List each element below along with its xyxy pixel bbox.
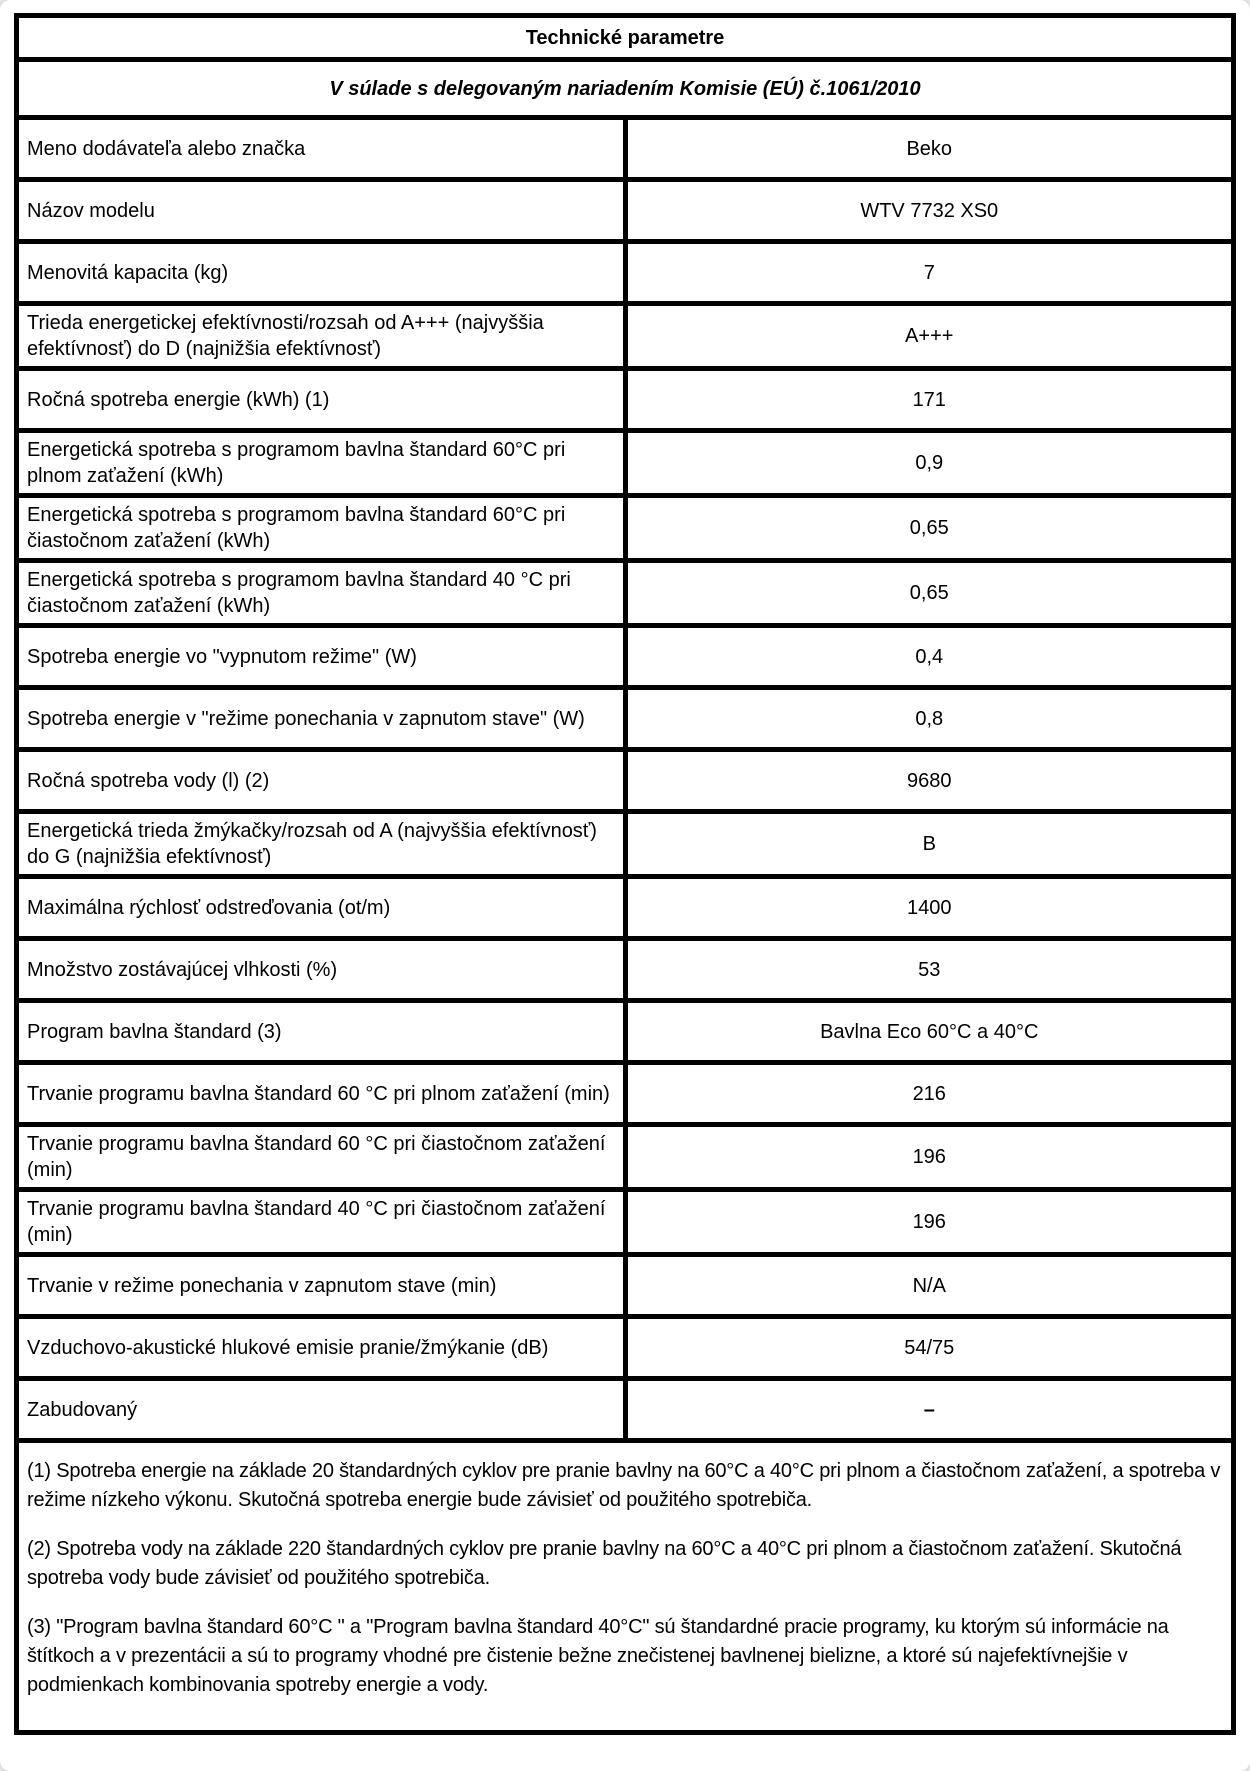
param-value: 54/75 xyxy=(625,1317,1234,1379)
param-value: 0,8 xyxy=(625,688,1234,750)
table-row xyxy=(17,626,1234,688)
param-value: 9680 xyxy=(625,750,1234,812)
param-label: Menovitá kapacita (kg) xyxy=(17,242,626,304)
table-row xyxy=(17,1379,1234,1441)
param-value: N/A xyxy=(625,1255,1234,1317)
table-row xyxy=(17,750,1234,812)
param-value: 196 xyxy=(625,1125,1234,1190)
param-label: Energetická spotreba s programom bavlna štandard 40 °C pri čiastočnom zaťažení (kWh) xyxy=(17,561,626,626)
param-label: Trvanie v režime ponechania v zapnutom stave (min) xyxy=(17,1255,626,1317)
param-label: Názov modelu xyxy=(17,180,626,242)
table-row xyxy=(17,1125,1234,1190)
table-row xyxy=(17,496,1234,561)
param-label: Trvanie programu bavlna štandard 60 °C pri plnom zaťažení (min) xyxy=(17,1063,626,1125)
param-value: 1400 xyxy=(625,877,1234,939)
table-row xyxy=(17,304,1234,369)
param-value: Bavlna Eco 60°C a 40°C xyxy=(625,1001,1234,1063)
table-row xyxy=(17,939,1234,1001)
footnotes-block xyxy=(17,1441,1234,1733)
param-label: Trvanie programu bavlna štandard 40 °C pri čiastočnom zaťažení (min) xyxy=(17,1190,626,1255)
footnote-3: (3) "Program bavlna štandard 60°C " a "Program bavlna štandard 40°C" sú štandardné pracie programy, ku ktorým sú informácie na štítkoch a v prezentácii a sú to programy vhodné pre čistenie bežne znečistenej bavlnenej bielizne, a ktoré sú najefektívnejšie v podmienkach kombinovania spotreby energie a vody. xyxy=(27,1616,1169,1696)
table-row xyxy=(17,180,1234,242)
param-label: Program bavlna štandard (3) xyxy=(17,1001,626,1063)
param-value: A+++ xyxy=(625,304,1234,369)
table-row xyxy=(17,561,1234,626)
param-value: 53 xyxy=(625,939,1234,1001)
table-row xyxy=(17,369,1234,431)
regulation-subtitle: V súlade s delegovaným nariadením Komisie (EÚ) č.1061/2010 xyxy=(17,60,1234,118)
table-row xyxy=(17,1001,1234,1063)
spec-table-body xyxy=(17,16,1234,1733)
param-label: Zabudovaný xyxy=(17,1379,626,1441)
param-value: 0,9 xyxy=(625,431,1234,496)
subtitle-row xyxy=(17,60,1234,118)
param-value: 196 xyxy=(625,1190,1234,1255)
param-label: Maximálna rýchlosť odstreďovania (ot/m) xyxy=(17,877,626,939)
footnote-1: (1) Spotreba energie na základe 20 štandardných cyklov pre pranie bavlny na 60°C a 40°C pri plnom a čiastočnom zaťažení, a spotreba v režime nízkeho výkonu. Skutočná spotreba energie bude závisieť od použitého spotrebiča. xyxy=(27,1460,1221,1511)
param-value: 7 xyxy=(625,242,1234,304)
footnote-2: (2) Spotreba vody na základe 220 štandardných cyklov pre pranie bavlny na 60°C a 40°C pri plnom a čiastočnom zaťažení. Skutočná spotreba vody bude závisieť od použitého spotrebiča. xyxy=(27,1538,1182,1589)
table-row xyxy=(17,688,1234,750)
param-value: 216 xyxy=(625,1063,1234,1125)
technical-parameters-table xyxy=(14,13,1236,1735)
param-label: Energetická spotreba s programom bavlna štandard 60°C pri plnom zaťažení (kWh) xyxy=(17,431,626,496)
table-row xyxy=(17,431,1234,496)
param-label: Energetická trieda žmýkačky/rozsah od A (najvyššia efektívnosť) do G (najnižšia efektívnosť) xyxy=(17,812,626,877)
table-row xyxy=(17,1190,1234,1255)
title-row xyxy=(17,16,1234,60)
param-label: Ročná spotreba vody (l) (2) xyxy=(17,750,626,812)
table-row xyxy=(17,242,1234,304)
param-value: Beko xyxy=(625,118,1234,180)
param-value: WTV 7732 XS0 xyxy=(625,180,1234,242)
param-value: 0,4 xyxy=(625,626,1234,688)
table-row xyxy=(17,118,1234,180)
table-row xyxy=(17,1255,1234,1317)
page-title: Technické parametre xyxy=(17,16,1234,60)
param-label: Trieda energetickej efektívnosti/rozsah od A+++ (najvyššia efektívnosť) do D (najnižšia efektívnosť) xyxy=(17,304,626,369)
param-label: Trvanie programu bavlna štandard 60 °C pri čiastočnom zaťažení (min) xyxy=(17,1125,626,1190)
footnotes-row xyxy=(17,1441,1234,1733)
param-value: 0,65 xyxy=(625,561,1234,626)
table-row xyxy=(17,877,1234,939)
table-row xyxy=(17,1317,1234,1379)
param-value: 171 xyxy=(625,369,1234,431)
param-label: Vzduchovo-akustické hlukové emisie pranie/žmýkanie (dB) xyxy=(17,1317,626,1379)
param-value: 0,65 xyxy=(625,496,1234,561)
param-value: – xyxy=(625,1379,1234,1441)
table-row xyxy=(17,812,1234,877)
param-label: Energetická spotreba s programom bavlna štandard 60°C pri čiastočnom zaťažení (kWh) xyxy=(17,496,626,561)
param-label: Spotreba energie v "režime ponechania v zapnutom stave" (W) xyxy=(17,688,626,750)
param-label: Ročná spotreba energie (kWh) (1) xyxy=(17,369,626,431)
table-row xyxy=(17,1063,1234,1125)
param-label: Spotreba energie vo "vypnutom režime" (W) xyxy=(17,626,626,688)
param-label: Meno dodávateľa alebo značka xyxy=(17,118,626,180)
param-label: Množstvo zostávajúcej vlhkosti (%) xyxy=(17,939,626,1001)
param-value: B xyxy=(625,812,1234,877)
